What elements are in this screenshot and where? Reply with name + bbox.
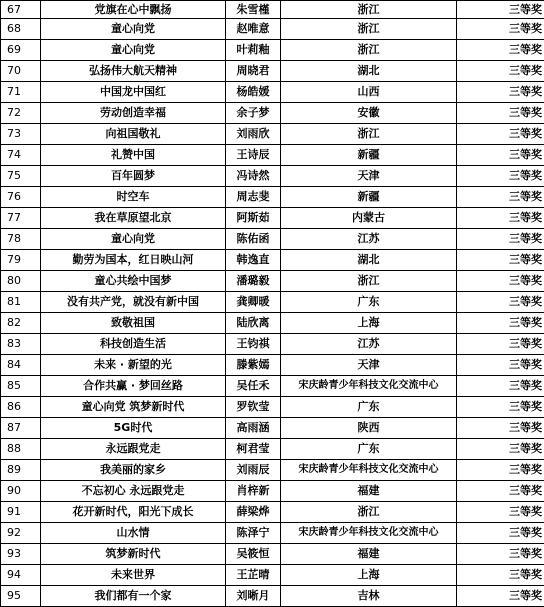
- region-cell: 上海: [281, 313, 457, 334]
- work-title-cell: 童心向党 筑梦新时代: [41, 397, 226, 418]
- work-title-cell: 山水情: [41, 523, 226, 544]
- award-level-cell: 三等奖: [457, 250, 544, 271]
- table-row: [1, 229, 544, 250]
- row-number-cell: 72: [1, 103, 41, 124]
- table-row: [1, 1, 544, 19]
- row-number-cell: 80: [1, 271, 41, 292]
- region-cell: 山西: [281, 82, 457, 103]
- work-title-cell: 科技创造生活: [41, 334, 226, 355]
- author-name-cell: 刘雨欣: [226, 124, 281, 145]
- table-row: [1, 523, 544, 544]
- work-title-cell: 5G时代: [41, 418, 226, 439]
- author-name-cell: 龚卿暖: [226, 292, 281, 313]
- award-level-cell: 三等奖: [457, 418, 544, 439]
- region-cell: 新疆: [281, 187, 457, 208]
- region-cell: 浙江: [281, 19, 457, 40]
- work-title-cell: 致敬祖国: [41, 313, 226, 334]
- table-row: [1, 586, 544, 607]
- author-name-cell: 王诗辰: [226, 145, 281, 166]
- work-title-cell: 礼赞中国: [41, 145, 226, 166]
- award-level-cell: 三等奖: [457, 271, 544, 292]
- work-title-cell: 花开新时代，阳光下成长: [41, 502, 226, 523]
- region-cell: 湖北: [281, 250, 457, 271]
- work-title-cell: 永远跟党走: [41, 439, 226, 460]
- work-title-cell: 百年圆梦: [41, 166, 226, 187]
- author-name-cell: 吴任禾: [226, 376, 281, 397]
- author-name-cell: 薛梁烨: [226, 502, 281, 523]
- row-number-cell: 86: [1, 397, 41, 418]
- region-cell: 陕西: [281, 418, 457, 439]
- region-cell: 上海: [281, 565, 457, 586]
- work-title-cell: 时空车: [41, 187, 226, 208]
- row-number-cell: 83: [1, 334, 41, 355]
- work-title-cell: 党旗在心中飘扬: [41, 1, 226, 19]
- award-level-cell: 三等奖: [457, 187, 544, 208]
- region-cell: 宋庆龄青少年科技文化交流中心: [281, 376, 457, 397]
- award-level-cell: 三等奖: [457, 355, 544, 376]
- table-row: [1, 313, 544, 334]
- author-name-cell: 陆欣离: [226, 313, 281, 334]
- award-level-cell: 三等奖: [457, 586, 544, 607]
- award-level-cell: 三等奖: [457, 82, 544, 103]
- row-number-cell: 94: [1, 565, 41, 586]
- work-title-cell: 童心向党: [41, 40, 226, 61]
- award-level-cell: 三等奖: [457, 19, 544, 40]
- table-row: [1, 481, 544, 502]
- row-number-cell: 92: [1, 523, 41, 544]
- row-number-cell: 88: [1, 439, 41, 460]
- region-cell: 广东: [281, 439, 457, 460]
- table-row: [1, 208, 544, 229]
- region-cell: 江苏: [281, 229, 457, 250]
- region-cell: 浙江: [281, 40, 457, 61]
- region-cell: 宋庆龄青少年科技文化交流中心: [281, 460, 457, 481]
- award-level-cell: 三等奖: [457, 376, 544, 397]
- row-number-cell: 93: [1, 544, 41, 565]
- table-row: [1, 439, 544, 460]
- award-level-cell: 三等奖: [457, 40, 544, 61]
- award-level-cell: 三等奖: [457, 565, 544, 586]
- award-level-cell: 三等奖: [457, 124, 544, 145]
- row-number-cell: 79: [1, 250, 41, 271]
- region-cell: 福建: [281, 481, 457, 502]
- author-name-cell: 韩逸直: [226, 250, 281, 271]
- author-name-cell: 滕紫嫣: [226, 355, 281, 376]
- region-cell: 福建: [281, 544, 457, 565]
- work-title-cell: 弘扬伟大航天精神: [41, 61, 226, 82]
- author-name-cell: 朱雪槿: [226, 1, 281, 19]
- row-number-cell: 84: [1, 355, 41, 376]
- table-row: [1, 460, 544, 481]
- table-row: [1, 103, 544, 124]
- table-row: [1, 544, 544, 565]
- award-table-body: [1, 1, 544, 607]
- award-level-cell: 三等奖: [457, 208, 544, 229]
- row-number-cell: 68: [1, 19, 41, 40]
- table-row: [1, 124, 544, 145]
- row-number-cell: 76: [1, 187, 41, 208]
- region-cell: 新疆: [281, 145, 457, 166]
- author-name-cell: 赵唯意: [226, 19, 281, 40]
- table-row: [1, 355, 544, 376]
- award-level-cell: 三等奖: [457, 460, 544, 481]
- table-row: [1, 61, 544, 82]
- author-name-cell: 罗钦莹: [226, 397, 281, 418]
- table-row: [1, 502, 544, 523]
- work-title-cell: 童心向党: [41, 19, 226, 40]
- row-number-cell: 70: [1, 61, 41, 82]
- work-title-cell: 合作共赢 · 梦回丝路: [41, 376, 226, 397]
- table-row: [1, 334, 544, 355]
- work-title-cell: 不忘初心 永远跟党走: [41, 481, 226, 502]
- award-level-cell: 三等奖: [457, 229, 544, 250]
- award-level-cell: 三等奖: [457, 313, 544, 334]
- region-cell: 江苏: [281, 334, 457, 355]
- author-name-cell: 潘璐毅: [226, 271, 281, 292]
- award-level-cell: 三等奖: [457, 166, 544, 187]
- author-name-cell: 高雨涵: [226, 418, 281, 439]
- work-title-cell: 我美丽的家乡: [41, 460, 226, 481]
- row-number-cell: 95: [1, 586, 41, 607]
- award-level-cell: 三等奖: [457, 103, 544, 124]
- row-number-cell: 81: [1, 292, 41, 313]
- region-cell: 天津: [281, 355, 457, 376]
- award-level-cell: 三等奖: [457, 145, 544, 166]
- author-name-cell: 肖梓新: [226, 481, 281, 502]
- region-cell: 浙江: [281, 1, 457, 19]
- row-number-cell: 87: [1, 418, 41, 439]
- author-name-cell: 余子梦: [226, 103, 281, 124]
- table-row: [1, 145, 544, 166]
- author-name-cell: 阿斯茹: [226, 208, 281, 229]
- region-cell: 内蒙古: [281, 208, 457, 229]
- row-number-cell: 90: [1, 481, 41, 502]
- work-title-cell: 童心共绘中国梦: [41, 271, 226, 292]
- award-level-cell: 三等奖: [457, 61, 544, 82]
- work-title-cell: 中国龙中国红: [41, 82, 226, 103]
- work-title-cell: 我们都有一个家: [41, 586, 226, 607]
- table-row: [1, 82, 544, 103]
- region-cell: 浙江: [281, 124, 457, 145]
- award-level-cell: 三等奖: [457, 481, 544, 502]
- table-row: [1, 418, 544, 439]
- row-number-cell: 69: [1, 40, 41, 61]
- author-name-cell: 柯君莹: [226, 439, 281, 460]
- table-row: [1, 376, 544, 397]
- author-name-cell: 周志斐: [226, 187, 281, 208]
- region-cell: 宋庆龄青少年科技文化交流中心: [281, 523, 457, 544]
- row-number-cell: 77: [1, 208, 41, 229]
- award-level-cell: 三等奖: [457, 334, 544, 355]
- table-row: [1, 40, 544, 61]
- row-number-cell: 67: [1, 1, 41, 19]
- row-number-cell: 89: [1, 460, 41, 481]
- author-name-cell: 刘雨辰: [226, 460, 281, 481]
- table-row: [1, 187, 544, 208]
- award-level-cell: 三等奖: [457, 397, 544, 418]
- row-number-cell: 85: [1, 376, 41, 397]
- work-title-cell: 劳动创造幸福: [41, 103, 226, 124]
- work-title-cell: 童心向党: [41, 229, 226, 250]
- row-number-cell: 73: [1, 124, 41, 145]
- author-name-cell: 叶莉釉: [226, 40, 281, 61]
- row-number-cell: 91: [1, 502, 41, 523]
- award-level-cell: 三等奖: [457, 523, 544, 544]
- region-cell: 浙江: [281, 502, 457, 523]
- row-number-cell: 71: [1, 82, 41, 103]
- row-number-cell: 75: [1, 166, 41, 187]
- row-number-cell: 82: [1, 313, 41, 334]
- author-name-cell: 陈佑函: [226, 229, 281, 250]
- table-row: [1, 271, 544, 292]
- region-cell: 吉林: [281, 586, 457, 607]
- row-number-cell: 78: [1, 229, 41, 250]
- table-row: [1, 250, 544, 271]
- author-name-cell: 冯诗然: [226, 166, 281, 187]
- table-row: [1, 292, 544, 313]
- region-cell: 天津: [281, 166, 457, 187]
- region-cell: 湖北: [281, 61, 457, 82]
- award-level-cell: 三等奖: [457, 292, 544, 313]
- author-name-cell: 刘晰月: [226, 586, 281, 607]
- work-title-cell: 未来世界: [41, 565, 226, 586]
- region-cell: 广东: [281, 292, 457, 313]
- award-level-cell: 三等奖: [457, 544, 544, 565]
- work-title-cell: 未来 · 新望的光: [41, 355, 226, 376]
- row-number-cell: 74: [1, 145, 41, 166]
- region-cell: 浙江: [281, 271, 457, 292]
- work-title-cell: 勤劳为国本，红日映山河: [41, 250, 226, 271]
- table-row: [1, 397, 544, 418]
- region-cell: 安徽: [281, 103, 457, 124]
- author-name-cell: 吴筱恒: [226, 544, 281, 565]
- author-name-cell: 王钧祺: [226, 334, 281, 355]
- region-cell: 广东: [281, 397, 457, 418]
- table-row: [1, 166, 544, 187]
- table-row: [1, 565, 544, 586]
- author-name-cell: 杨皓媛: [226, 82, 281, 103]
- award-level-cell: 三等奖: [457, 1, 544, 19]
- award-level-cell: 三等奖: [457, 502, 544, 523]
- work-title-cell: 向祖国敬礼: [41, 124, 226, 145]
- work-title-cell: 筑梦新时代: [41, 544, 226, 565]
- work-title-cell: 没有共产党，就没有新中国: [41, 292, 226, 313]
- work-title-cell: 我在草原望北京: [41, 208, 226, 229]
- table-row: [1, 19, 544, 40]
- author-name-cell: 周晓君: [226, 61, 281, 82]
- author-name-cell: 王芷晴: [226, 565, 281, 586]
- award-level-cell: 三等奖: [457, 439, 544, 460]
- author-name-cell: 陈泽宁: [226, 523, 281, 544]
